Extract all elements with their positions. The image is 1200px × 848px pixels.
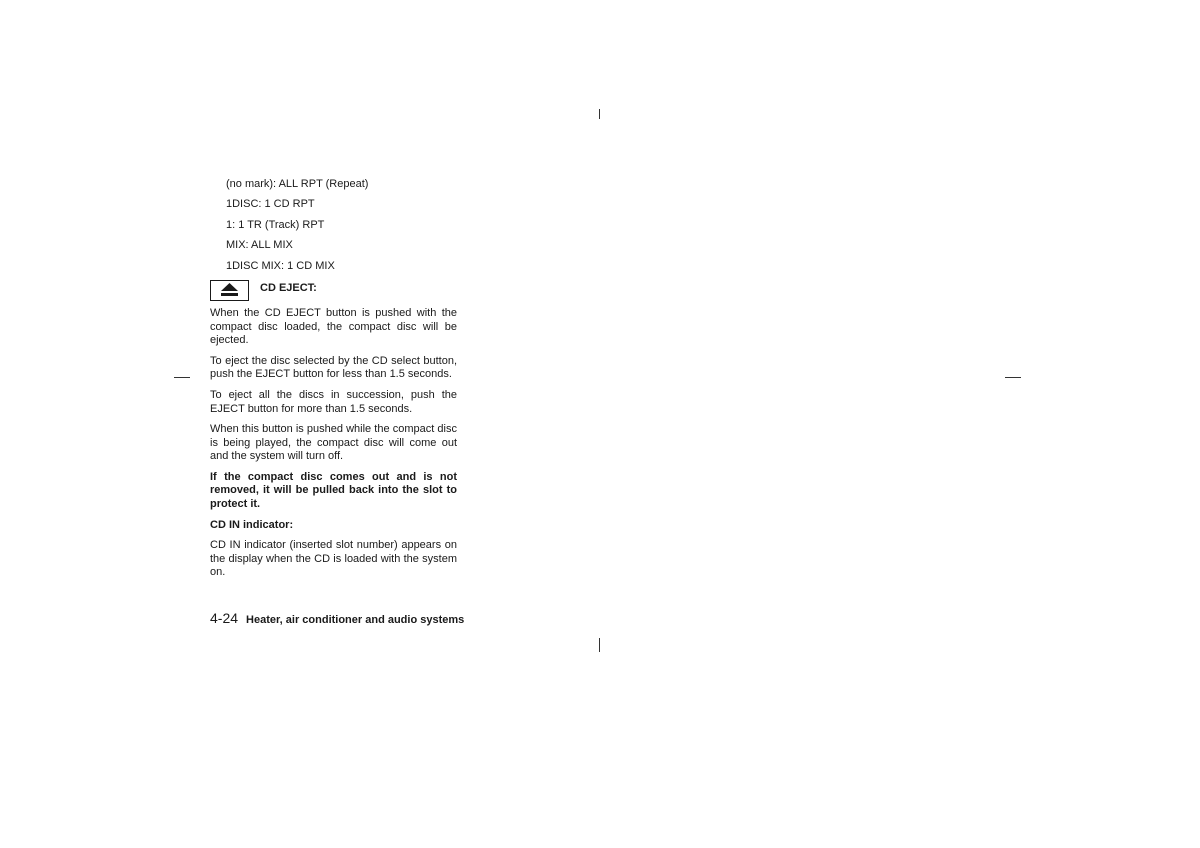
page-footer: [210, 610, 464, 626]
crop-mark-top: [599, 109, 600, 119]
cd-in-text: CD IN indicator (inserted slot number) appears on the display when the CD is loaded with the system on.: [210, 539, 457, 579]
eject-icon: [210, 280, 249, 301]
page-number: 4-24: [210, 610, 239, 626]
cd-eject-heading: CD EJECT:: [260, 282, 317, 295]
crop-mark-left: [174, 377, 190, 378]
paragraph: When the CD EJECT button is pushed with the compact disc loaded, the compact disc will be ejected.: [210, 306, 457, 347]
repeat-mode-item: 1DISC: 1 CD RPT: [226, 198, 315, 211]
repeat-mode-item: (no mark): ALL RPT (Repeat): [226, 178, 369, 190]
cd-in-heading: CD IN indicator:: [210, 518, 294, 531]
section-title: Heater, air conditioner and audio systems: [246, 614, 465, 626]
repeat-mode-item: 1: 1 TR (Track) RPT: [226, 218, 325, 231]
crop-mark-bottom: [599, 638, 600, 652]
crop-mark-right: [1005, 377, 1021, 378]
text-column: [210, 178, 457, 587]
repeat-mode-item: 1DISC MIX: 1 CD MIX: [226, 259, 335, 272]
warning-text: If the compact disc comes out and is not removed, it will be pulled back into the slot to protect it.: [210, 470, 457, 511]
paragraph: To eject the disc selected by the CD select button, push the EJECT button for less than 1.5 seconds.: [210, 354, 457, 381]
paragraph: To eject all the discs in succession, push the EJECT button for more than 1.5 seconds.: [210, 388, 457, 415]
cd-eject-heading-row: [210, 280, 457, 301]
repeat-mode-item: MIX: ALL MIX: [226, 239, 293, 252]
paragraph: When this button is pushed while the compact disc is being played, the compact disc will come out and the system will turn off.: [210, 423, 457, 463]
